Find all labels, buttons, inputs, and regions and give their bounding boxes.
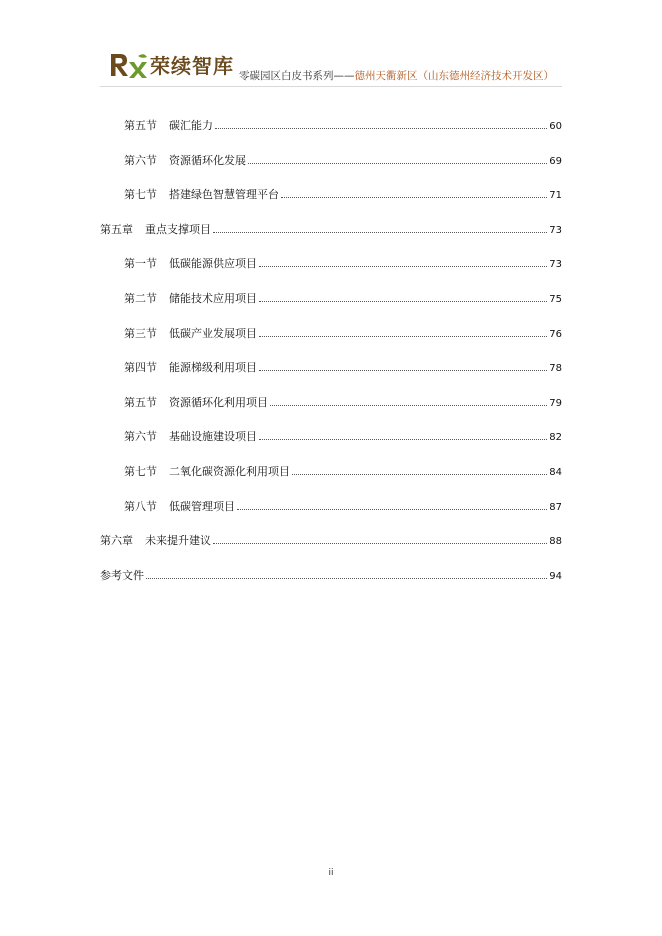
toc-dot-leader	[237, 509, 547, 510]
toc-entry-page: 82	[549, 432, 562, 444]
toc-entry-title: 未来提升建议	[145, 534, 211, 548]
toc-dot-leader	[270, 405, 547, 406]
toc-entry-page: 94	[549, 570, 562, 582]
toc-entry-page: 73	[549, 259, 562, 271]
toc-entry-page: 84	[549, 467, 562, 478]
toc-entry-title: 搭建绿色智慧管理平台	[169, 188, 279, 202]
toc-entry-page: 79	[549, 397, 562, 409]
series-label: 零碳园区白皮书系列——	[239, 70, 355, 82]
toc-entry-page: 76	[549, 328, 562, 340]
toc-entry-number: 第二节	[124, 292, 157, 305]
toc-entry-page: 69	[549, 155, 562, 167]
toc-entry-title: 资源循环化发展	[169, 153, 246, 167]
toc-dot-leader	[281, 197, 547, 198]
toc-entry-title: 二氧化碳资源化利用项目	[169, 465, 290, 478]
toc-entry-page: 73	[549, 224, 562, 236]
toc-entry-number: 第一节	[124, 257, 157, 271]
toc-section-entry[interactable]	[124, 395, 562, 411]
toc-entry-number: 第八节	[124, 499, 157, 513]
toc-section-entry[interactable]	[124, 118, 562, 134]
toc-entry-number: 第五节	[124, 119, 157, 132]
toc-entry-title: 基础设施建设项目	[169, 430, 257, 444]
toc-entry-title: 低碳产业发展项目	[169, 326, 257, 340]
toc-entry-title: 储能技术应用项目	[169, 292, 257, 305]
toc-section-entry[interactable]	[124, 256, 562, 272]
toc-dot-leader	[215, 128, 547, 129]
toc-section-entry[interactable]	[124, 187, 562, 203]
toc-entry-title: 重点支撑项目	[145, 222, 211, 236]
page-header	[0, 0, 662, 100]
toc-entry-number: 第五节	[124, 395, 157, 409]
toc-dot-leader	[213, 232, 547, 233]
toc-dot-leader	[146, 578, 547, 579]
toc-entry-title: 能源梯级利用项目	[169, 361, 257, 375]
toc-section-entry[interactable]	[124, 153, 562, 169]
toc-chapter-entry[interactable]	[100, 222, 562, 238]
toc-dot-leader	[259, 336, 547, 337]
toc-dot-leader	[259, 301, 547, 302]
toc-dot-leader	[248, 163, 547, 164]
logo-icon	[108, 50, 148, 78]
toc-entry-number: 第七节	[124, 188, 157, 202]
toc-entry-title: 低碳管理项目	[169, 499, 235, 513]
toc-entry-number: 第六节	[124, 153, 157, 167]
toc-dot-leader	[213, 543, 547, 544]
toc-dot-leader	[259, 266, 547, 267]
toc-entry-page: 88	[549, 536, 562, 548]
page-number: ii	[328, 868, 334, 878]
toc-dot-leader	[292, 474, 547, 475]
toc-entry-page: 75	[549, 294, 562, 305]
toc-entry-number: 第四节	[124, 361, 157, 375]
toc-section-entry[interactable]	[124, 429, 562, 445]
toc-entry-number: 第七节	[124, 465, 157, 478]
toc-section-entry[interactable]	[124, 464, 562, 480]
toc-section-entry[interactable]	[124, 326, 562, 342]
document-series-subtitle	[239, 68, 554, 83]
toc-entry-title: 低碳能源供应项目	[169, 257, 257, 271]
header-divider	[100, 86, 562, 87]
toc-entry-number: 第六节	[124, 430, 157, 444]
toc-entry-page: 87	[549, 501, 562, 513]
toc-entry-title: 碳汇能力	[169, 119, 213, 132]
toc-chapter-entry[interactable]	[100, 568, 562, 584]
toc-section-entry[interactable]	[124, 360, 562, 376]
toc-dot-leader	[259, 439, 547, 440]
toc-dot-leader	[259, 370, 547, 371]
toc-entry-title: 参考文件	[100, 568, 144, 582]
logo-text: 荣续智库	[150, 54, 234, 78]
toc-section-entry[interactable]	[124, 499, 562, 515]
region-label: 德州天衢新区（山东德州经济技术开发区）	[354, 70, 554, 82]
toc-section-entry[interactable]	[124, 291, 562, 307]
toc-entry-page: 71	[549, 190, 562, 202]
toc-entry-page: 78	[549, 363, 562, 375]
toc-entry-number: 第六章	[100, 534, 133, 548]
toc-entry-number: 第五章	[100, 222, 133, 236]
toc-entry-number: 第三节	[124, 326, 157, 340]
toc-chapter-entry[interactable]	[100, 533, 562, 549]
toc-entry-page: 60	[549, 121, 562, 132]
toc-entry-title: 资源循环化利用项目	[169, 395, 268, 409]
